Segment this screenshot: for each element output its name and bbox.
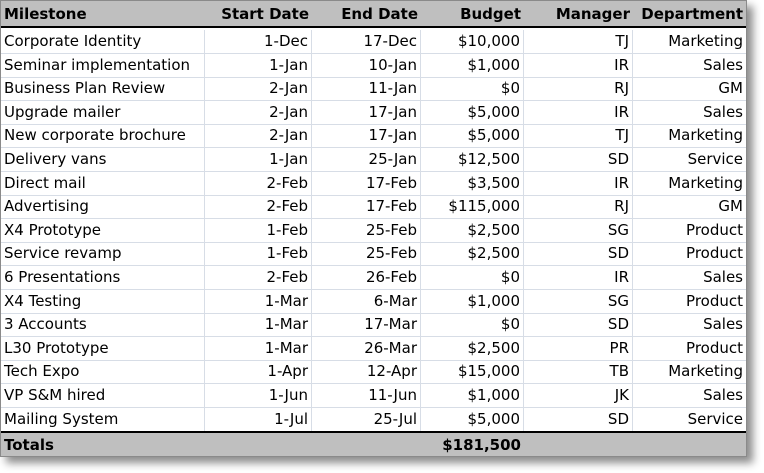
start-date-cell[interactable]: 1-Mar (205, 290, 312, 313)
totals-budget[interactable]: $181,500 (442, 436, 521, 454)
end-date-cell[interactable]: 12-Apr (312, 360, 421, 383)
budget-cell[interactable]: $2,500 (421, 242, 524, 265)
table-row (1, 266, 746, 290)
budget-cell[interactable]: $10,000 (421, 30, 524, 53)
department-cell[interactable]: GM (718, 197, 743, 216)
department-cell[interactable]: Service (687, 150, 743, 168)
start-date-cell[interactable]: 2-Jan (205, 77, 312, 100)
table-row (1, 219, 746, 243)
table-row (1, 148, 746, 172)
end-date-cell[interactable]: 26-Mar (312, 337, 421, 360)
milestone-cell[interactable]: Delivery vans (1, 148, 205, 171)
budget-cell[interactable]: $12,500 (421, 148, 524, 171)
milestone-cell[interactable]: L30 Prototype (1, 337, 205, 360)
table-row (1, 313, 746, 337)
start-date-cell[interactable]: 2-Feb (205, 172, 312, 195)
budget-cell[interactable]: $115,000 (421, 195, 524, 218)
milestone-cell[interactable]: Mailing System (1, 408, 205, 431)
start-date-cell[interactable]: 1-Dec (205, 30, 312, 53)
start-date-cell[interactable]: 2-Feb (205, 266, 312, 289)
manager-cell[interactable]: IR (524, 172, 633, 195)
start-date-cell[interactable]: 1-Feb (205, 242, 312, 265)
milestone-cell[interactable]: Corporate Identity (1, 30, 205, 53)
department-cell[interactable]: Sales (703, 102, 743, 121)
start-date-cell[interactable]: 1-Apr (205, 360, 312, 383)
header-manager[interactable]: Manager (555, 5, 630, 23)
start-date-cell[interactable]: 1-Jan (205, 54, 312, 77)
department-cell[interactable]: Product (686, 244, 743, 263)
budget-cell[interactable]: $0 (421, 77, 524, 100)
start-date-cell[interactable]: 1-Jul (205, 408, 312, 431)
manager-cell[interactable]: SD (524, 242, 633, 265)
end-date-cell[interactable]: 10-Jan (312, 54, 421, 77)
table-row (1, 195, 746, 219)
start-date-cell[interactable]: 2-Jan (205, 124, 312, 147)
totals-start-date[interactable] (205, 433, 312, 456)
milestone-cell[interactable]: Tech Expo (1, 360, 205, 383)
budget-cell[interactable]: $1,000 (421, 384, 524, 407)
table-row (1, 290, 746, 314)
manager-cell[interactable]: SD (524, 148, 633, 171)
milestone-cell[interactable]: VP S&M hired (1, 384, 205, 407)
manager-cell[interactable]: PR (524, 337, 633, 360)
budget-cell[interactable]: $0 (421, 313, 524, 336)
department-cell[interactable]: Product (686, 291, 743, 310)
manager-cell[interactable]: SG (524, 290, 633, 313)
start-date-cell[interactable]: 1-Jan (205, 148, 312, 171)
table-row (1, 360, 746, 384)
table-row (1, 30, 746, 54)
milestone-cell[interactable]: Advertising (1, 195, 205, 218)
manager-cell[interactable]: IR (524, 266, 633, 289)
department-cell[interactable]: Marketing (668, 126, 743, 145)
manager-cell[interactable]: SD (524, 408, 633, 431)
totals-row (1, 431, 746, 456)
table-row (1, 124, 746, 148)
manager-cell[interactable]: TJ (524, 30, 633, 53)
manager-cell[interactable]: IR (524, 101, 633, 124)
department-cell[interactable]: Sales (703, 55, 743, 74)
start-date-cell[interactable]: 1-Feb (205, 219, 312, 242)
department-cell[interactable]: GM (718, 79, 743, 98)
milestone-cell[interactable]: X4 Prototype (1, 219, 205, 242)
header-budget[interactable]: Budget (460, 5, 521, 23)
manager-cell[interactable]: JK (524, 384, 633, 407)
manager-cell[interactable]: TJ (524, 124, 633, 147)
manager-cell[interactable]: SG (524, 219, 633, 242)
department-cell[interactable]: Product (686, 220, 743, 239)
end-date-cell[interactable]: 17-Jan (312, 124, 421, 147)
milestone-cell[interactable]: 3 Accounts (1, 313, 205, 336)
budget-cell[interactable]: $5,000 (421, 101, 524, 124)
table-row (1, 337, 746, 361)
budget-cell[interactable]: $5,000 (421, 124, 524, 147)
start-date-cell[interactable]: 1-Mar (205, 313, 312, 336)
milestone-cell[interactable]: Service revamp (1, 242, 205, 265)
manager-cell[interactable]: RJ (524, 195, 633, 218)
table-row (1, 101, 746, 125)
department-cell[interactable]: Sales (703, 268, 743, 286)
end-date-cell[interactable]: 25-Feb (312, 242, 421, 265)
department-cell[interactable]: Marketing (668, 362, 743, 381)
budget-cell[interactable]: $1,000 (421, 290, 524, 313)
manager-cell[interactable]: SD (524, 313, 633, 336)
header-row (1, 1, 746, 28)
header-start-date[interactable]: Start Date (221, 5, 309, 23)
budget-cell[interactable]: $5,000 (421, 408, 524, 431)
department-cell[interactable]: Service (687, 409, 743, 428)
budget-cell[interactable]: $3,500 (421, 172, 524, 195)
end-date-cell[interactable]: 25-Jul (312, 408, 421, 431)
department-cell[interactable]: Marketing (668, 173, 743, 192)
end-date-cell[interactable]: 26-Feb (312, 266, 421, 289)
totals-department[interactable] (633, 433, 746, 456)
totals-manager[interactable] (524, 433, 633, 456)
table-row (1, 77, 746, 101)
totals-end-date[interactable] (312, 433, 421, 456)
end-date-cell[interactable]: 17-Dec (312, 30, 421, 53)
end-date-cell[interactable]: 17-Mar (312, 313, 421, 336)
budget-cell[interactable]: $1,000 (421, 54, 524, 77)
start-date-cell[interactable]: 2-Feb (205, 195, 312, 218)
start-date-cell[interactable]: 2-Jan (205, 101, 312, 124)
header-milestone[interactable]: Milestone (4, 5, 87, 23)
manager-cell[interactable]: IR (524, 54, 633, 77)
milestone-cell[interactable]: Business Plan Review (1, 77, 205, 100)
table-row (1, 172, 746, 196)
budget-cell[interactable]: $2,500 (421, 337, 524, 360)
header-department[interactable]: Department (641, 5, 743, 23)
end-date-cell[interactable]: 25-Jan (312, 148, 421, 171)
end-date-cell[interactable]: 17-Feb (312, 195, 421, 218)
budget-cell[interactable]: $2,500 (421, 219, 524, 242)
milestone-cell[interactable]: Upgrade mailer (1, 101, 205, 124)
end-date-cell[interactable]: 17-Jan (312, 101, 421, 124)
totals-label[interactable]: Totals (4, 436, 54, 454)
table-row (1, 384, 746, 408)
budget-cell[interactable]: $15,000 (421, 360, 524, 383)
milestone-cell[interactable]: Direct mail (1, 172, 205, 195)
table-row (1, 54, 746, 78)
manager-cell[interactable]: RJ (524, 77, 633, 100)
table-row (1, 242, 746, 266)
start-date-cell[interactable]: 1-Mar (205, 337, 312, 360)
department-cell[interactable]: Product (686, 338, 743, 357)
milestone-cell[interactable]: 6 Presentations (1, 266, 205, 289)
end-date-cell[interactable]: 11-Jan (312, 77, 421, 100)
end-date-cell[interactable]: 11-Jun (312, 384, 421, 407)
department-cell[interactable]: Marketing (668, 32, 743, 50)
end-date-cell[interactable]: 17-Feb (312, 172, 421, 195)
milestone-cell[interactable]: X4 Testing (1, 290, 205, 313)
header-end-date[interactable]: End Date (341, 5, 418, 23)
end-date-cell[interactable]: 6-Mar (312, 290, 421, 313)
milestone-cell[interactable]: New corporate brochure (1, 124, 205, 147)
manager-cell[interactable]: TB (524, 360, 633, 383)
department-cell[interactable]: Sales (703, 386, 743, 404)
budget-cell[interactable]: $0 (421, 266, 524, 289)
milestone-cell[interactable]: Seminar implementation (1, 54, 205, 77)
start-date-cell[interactable]: 1-Jun (205, 384, 312, 407)
end-date-cell[interactable]: 25-Feb (312, 219, 421, 242)
table-row (1, 408, 746, 432)
department-cell[interactable]: Sales (703, 315, 743, 334)
